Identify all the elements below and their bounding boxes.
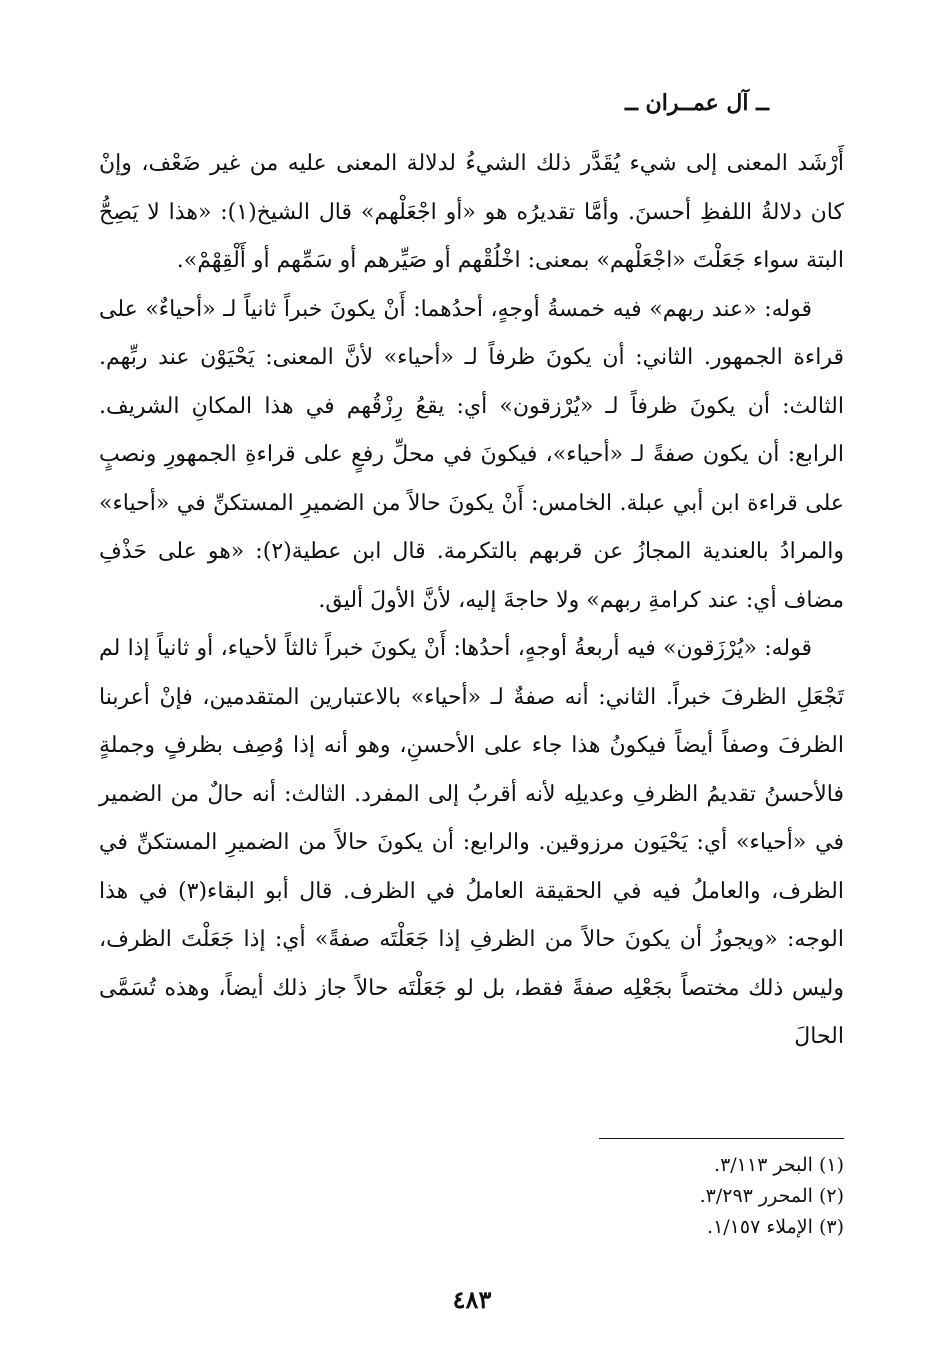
body-text [99,140,844,1062]
footnote-1: (١) البحر ٣/١١٣. [714,1154,844,1176]
paragraph-2: قوله: «عند ربهم» فيه خمسةُ أوجهٍ، أحدُهما: أَنْ يكونَ خبراً ثانياً لـ «أحياءٌ» على قراءة الجمهور. الثاني: أن يكونَ ظرفاً لـ «أحياء» لأنَّ المعنى: يَحْيَوْن عند ربِّهم. الثالث: أن يكونَ ظرفاً لـ «يُرْزقون» أي: يقعُ رِزْقُهم في هذا المكانِ الشريف. الرابع: أن يكون صفةً لـ «أحياء»، فيكونَ في محلِّ رفعٍ على قراءةِ الجمهورِ ونصبٍ على قراءة ابن أبي عبلة. الخامس: أَنْ يكونَ حالاً من الضميرِ المستكنِّ في «أحياء» والمرادُ بالعندية المجازُ عن قربهم بالتكرمة. قال ابن عطية(٢): «هو على حَذْفِ مضاف أي: عند كرامةِ ربهم» ولا حاجةَ إليه، لأنَّ الأولَ أليق. [99,296,844,613]
footnote-3: (٣) الإملاء ١/١٥٧. [707,1216,844,1238]
footnote-2: (٢) المحرر ٣/٢٩٣. [699,1185,844,1207]
running-header: ــ آل عمــران ــ [625,90,769,116]
paragraph-1: أَرْشَد المعنى إلى شيء يُقَدَّر ذلك الشيءُ لدلالة المعنى عليه من غير ضَعْف، وإنْ كان دلالةُ اللفظِ أحسنَ. وأمَّا تقديرُه هو «أو اجْعَلْهم» قال الشيخ(١): «هذا لا يَصِحُّ البتة سواء جَعَلْتَ «اجْعَلْهم» بمعنى: اخْلُقْهم أو صَيِّرهم أو سَمِّهم أو أَلْقِهْمْ». [99,151,844,273]
page-number: ٤٨٣ [452,1285,492,1314]
paragraph-3: قوله: «يُرْزَقون» فيه أربعةُ أوجهٍ، أحدُها: أَنْ يكونَ خبراً ثالثاً لأحياء، أو ثانياً إذا لم تَجْعَلِ الظرفَ خبراً. الثاني: أنه صفةٌ لـ «أحياء» بالاعتبارين المتقدمين، فإنْ أعربنا الظرفَ وصفاً أيضاً فيكونُ هذا جاء على الأحسنِ، وهو أنه إذا وُصِف بظرفٍ وجملةٍ فالأحسنُ تقديمُ الظرفِ وعديلِه لأنه أقربُ إلى المفرد. الثالث: أنه حالٌ من الضمير في «أحياء» أي: يَحْيَون مرزوقين. والرابع: أن يكونَ حالاً من الضميرِ المستكنِّ في الظرف، والعاملُ فيه في الحقيقة العاملُ في الظرف. قال أبو البقاء(٣) في هذا الوجه: «ويجوزُ أن يكونَ حالاً من الظرفِ إذا جَعَلْتَه صفةً» أي: إذا جَعَلْتَ الظرف، وليس ذلك مختصاً بجَعْلِه صفةً فقط، بل لو جَعَلْتَه حالاً جاز ذلك أيضاً، وهذه تُسَمَّى الحالَ [99,636,844,1049]
footnote-separator [599,1138,844,1139]
footnotes [424,1150,844,1243]
